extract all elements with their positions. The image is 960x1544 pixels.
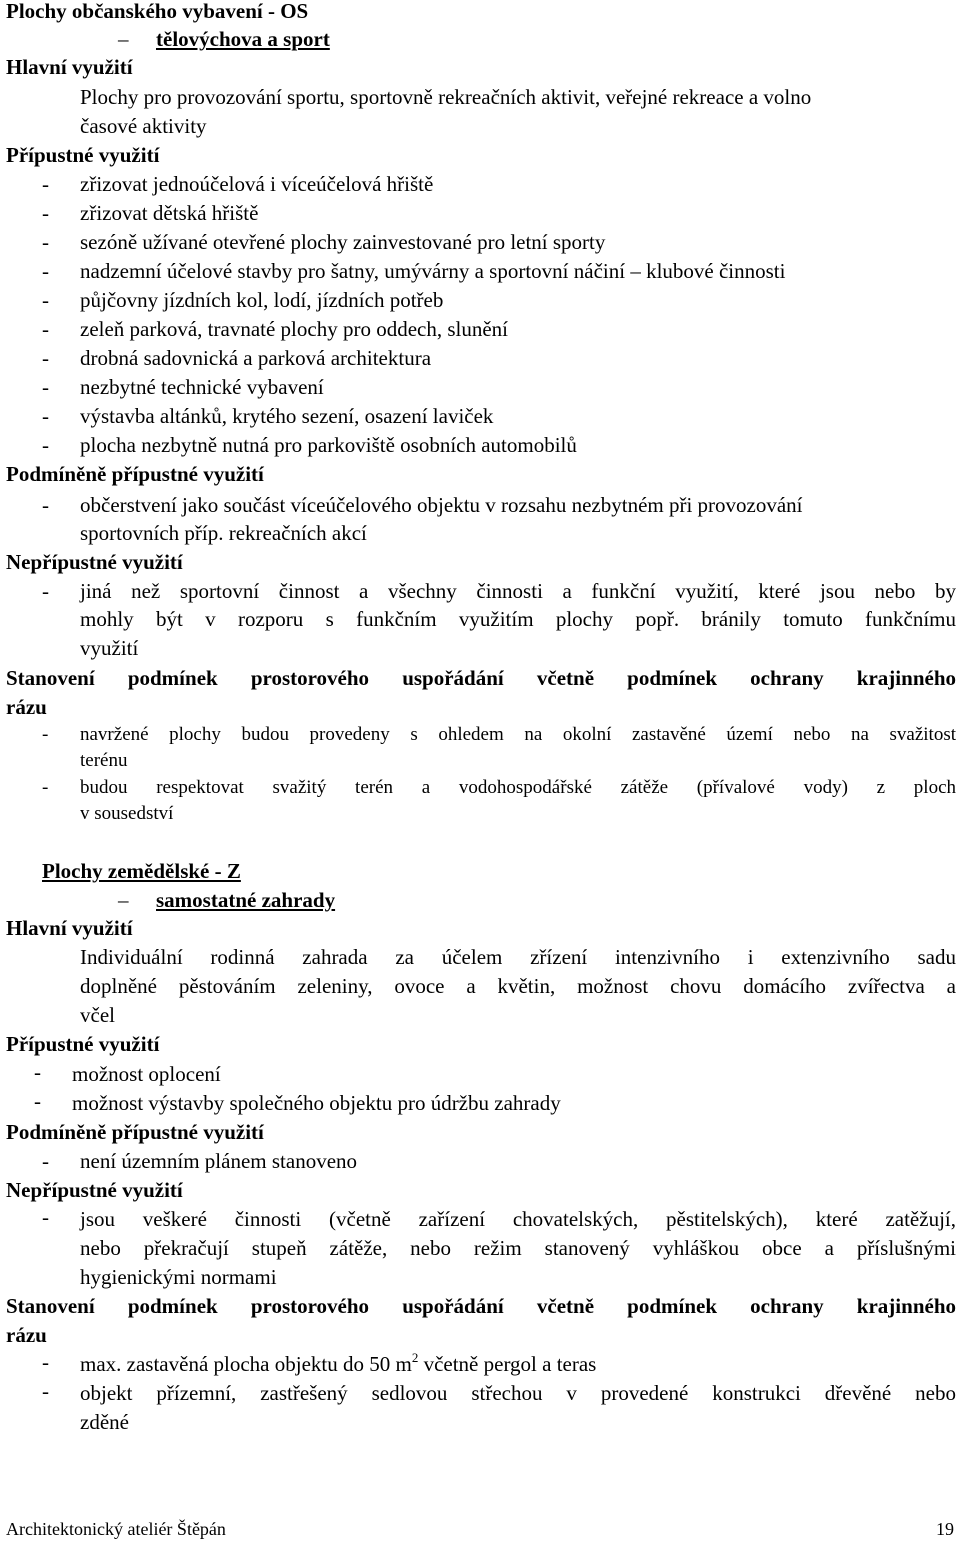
heading-pripustne-vyuziti: Přípustné využití bbox=[6, 1032, 160, 1056]
bullet-dash: - bbox=[42, 1350, 49, 1374]
list-item-text: max. zastavěná plocha objektu do 50 m bbox=[80, 1352, 412, 1376]
list-item: jiná než sportovní činnost a všechny činnosti a funkční využití, které jsou nebo by bbox=[80, 579, 956, 603]
bullet-dash: - bbox=[42, 404, 49, 428]
bullet-dash: - bbox=[42, 433, 49, 457]
list-item: plocha nezbytně nutná pro parkoviště osobních automobilů bbox=[80, 433, 577, 457]
list-item: občerstvení jako součást víceúčelového objektu v rozsahu nezbytném při provozování bbox=[80, 493, 803, 517]
page-number: 19 bbox=[936, 1519, 954, 1539]
heading-stanoveni-podminek: Stanovení podmínek prostorového uspořádání včetně podmínek ochrany krajinného bbox=[6, 666, 956, 690]
list-item: není územním plánem stanoveno bbox=[80, 1149, 358, 1173]
bullet-dash: - bbox=[42, 259, 49, 283]
heading-stanoveni-podminek-cont: rázu bbox=[6, 695, 47, 719]
list-item-continuation: nebo překračují stupeň zátěže, nebo režim stanovený vyhláškou obce a příslušnými bbox=[80, 1236, 956, 1260]
paragraph-line: Plochy pro provozování sportu, sportovně rekreačních aktivit, veřejné rekreace a volno bbox=[80, 85, 812, 109]
list-item: jsou veškeré činnosti (včetně zařízení chovatelských, pěstitelských), které zatěžují, bbox=[80, 1207, 956, 1231]
bullet-dash: - bbox=[42, 1379, 49, 1403]
subtitle-dash: – bbox=[118, 27, 129, 51]
section-title: Plochy zemědělské - Z bbox=[42, 859, 241, 883]
heading-nepripustne-vyuziti: Nepřípustné využití bbox=[6, 550, 183, 574]
paragraph-line: časové aktivity bbox=[80, 114, 207, 138]
list-item-continuation: hygienickými normami bbox=[80, 1265, 277, 1289]
bullet-dash: - bbox=[42, 172, 49, 196]
list-item: drobná sadovnická a parková architektura bbox=[80, 346, 432, 370]
heading-podminene-vyuziti: Podmíněně přípustné využití bbox=[6, 462, 264, 486]
list-item: zřizovat dětská hřiště bbox=[80, 201, 259, 225]
heading-hlavni-vyuziti: Hlavní využití bbox=[6, 55, 133, 79]
list-item: budou respektovat svažitý terén a vodohospodářské zátěže (přívalové vody) z ploch bbox=[80, 777, 956, 798]
heading-hlavni-vyuziti: Hlavní využití bbox=[6, 916, 133, 940]
list-item: sezóně užívané otevřené plochy zainvestované pro letní sporty bbox=[80, 230, 606, 254]
bullet-dash: - bbox=[34, 1060, 41, 1084]
bullet-dash: - bbox=[42, 777, 49, 798]
heading-stanoveni-podminek-cont: rázu bbox=[6, 1323, 47, 1347]
list-item bbox=[80, 1350, 596, 1379]
list-item-continuation: mohly být v rozporu s funkčním využitím plochy popř. bránily tomuto funkčnímu bbox=[80, 607, 956, 631]
heading-stanoveni-podminek: Stanovení podmínek prostorového uspořádání včetně podmínek ochrany krajinného bbox=[6, 1294, 956, 1318]
section-subtitle: tělovýchova a sport bbox=[156, 27, 330, 51]
bullet-dash: - bbox=[42, 724, 49, 745]
bullet-dash: - bbox=[42, 288, 49, 312]
list-item: půjčovny jízdních kol, lodí, jízdních potřeb bbox=[80, 288, 444, 312]
bullet-dash: - bbox=[42, 579, 49, 603]
list-item: nadzemní účelové stavby pro šatny, umývárny a sportovní náčiní – klubové činnosti bbox=[80, 259, 786, 283]
bullet-dash: - bbox=[42, 317, 49, 341]
footer-left-text: Architektonický ateliér Štěpán bbox=[6, 1519, 226, 1539]
section-title: Plochy občanského vybavení - OS bbox=[6, 0, 309, 23]
list-item-continuation: zděné bbox=[80, 1410, 129, 1434]
bullet-dash: - bbox=[42, 1205, 49, 1229]
heading-podminene-vyuziti: Podmíněně přípustné využití bbox=[6, 1120, 264, 1144]
bullet-dash: - bbox=[42, 346, 49, 370]
heading-nepripustne-vyuziti: Nepřípustné využití bbox=[6, 1178, 183, 1202]
bullet-dash: - bbox=[42, 375, 49, 399]
paragraph-line: Individuální rodinná zahrada za účelem zřízení intenzivního i extenzivního sadu bbox=[80, 945, 956, 969]
bullet-dash: - bbox=[42, 230, 49, 254]
list-item: objekt přízemní, zastřešený sedlovou střechou v provedené konstrukci dřevěné nebo bbox=[80, 1381, 956, 1405]
list-item: možnost oplocení bbox=[72, 1062, 221, 1086]
bullet-dash: - bbox=[42, 493, 49, 517]
list-item: zeleň parková, travnaté plochy pro oddech, slunění bbox=[80, 317, 509, 341]
bullet-dash: - bbox=[42, 201, 49, 225]
bullet-dash: - bbox=[34, 1089, 41, 1113]
subtitle-dash: – bbox=[118, 888, 129, 912]
list-item: výstavba altánků, krytého sezení, osazení laviček bbox=[80, 404, 494, 428]
bullet-dash: - bbox=[42, 1149, 49, 1173]
superscript-exponent: 2 bbox=[411, 1350, 419, 1365]
list-item: zřizovat jednoúčelová i víceúčelová hřiště bbox=[80, 172, 434, 196]
section-subtitle: samostatné zahrady bbox=[156, 888, 336, 912]
list-item-continuation: využití bbox=[80, 636, 139, 660]
list-item: navržené plochy budou provedeny s ohledem na okolní zastavěné území nebo na svažitost bbox=[80, 724, 956, 745]
list-item: možnost výstavby společného objektu pro údržbu zahrady bbox=[72, 1091, 561, 1115]
list-item-continuation: sportovních příp. rekreačních akcí bbox=[80, 521, 367, 545]
list-item-continuation: terénu bbox=[80, 750, 128, 771]
list-item: nezbytné technické vybavení bbox=[80, 375, 324, 399]
heading-pripustne-vyuziti: Přípustné využití bbox=[6, 143, 160, 167]
list-item-text-tail: včetně pergol a teras bbox=[418, 1352, 597, 1376]
paragraph-line: včel bbox=[80, 1003, 115, 1027]
list-item-continuation: v sousedství bbox=[80, 803, 174, 824]
paragraph-line: doplněné pěstováním zeleniny, ovoce a květin, možnost chovu domácího zvířectva a bbox=[80, 974, 956, 998]
